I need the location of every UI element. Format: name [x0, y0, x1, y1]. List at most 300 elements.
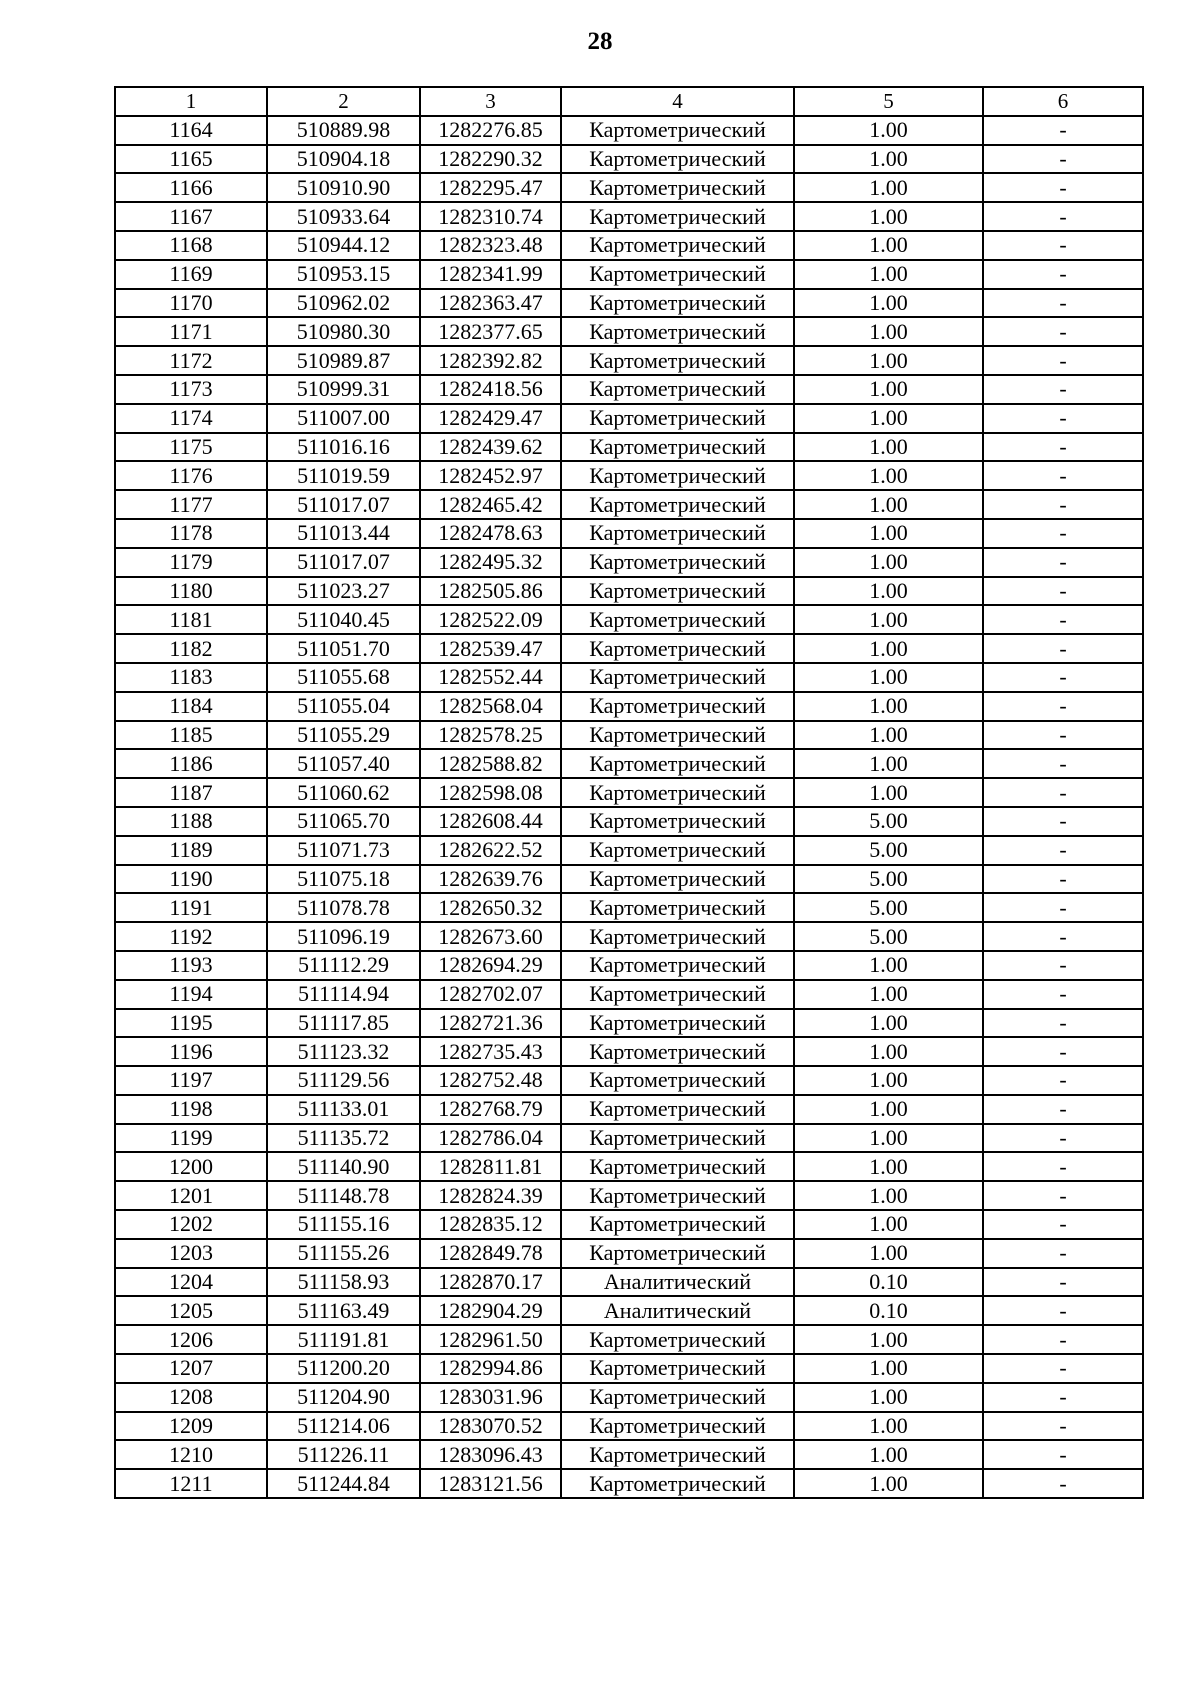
accuracy-cell: 1.00	[794, 116, 983, 145]
note-cell: -	[983, 893, 1143, 922]
point-number-cell: 1210	[115, 1440, 267, 1469]
accuracy-cell: 1.00	[794, 1412, 983, 1441]
x-coordinate-cell: 510962.02	[267, 289, 420, 318]
note-cell: -	[983, 1066, 1143, 1095]
accuracy-cell: 1.00	[794, 231, 983, 260]
y-coordinate-cell: 1283096.43	[420, 1440, 561, 1469]
point-number-cell: 1181	[115, 605, 267, 634]
method-cell: Картометрический	[561, 1469, 794, 1498]
y-coordinate-cell: 1282295.47	[420, 173, 561, 202]
method-cell: Картометрический	[561, 346, 794, 375]
y-coordinate-cell: 1282824.39	[420, 1181, 561, 1210]
y-coordinate-cell: 1282961.50	[420, 1325, 561, 1354]
accuracy-cell: 1.00	[794, 1124, 983, 1153]
table-row	[115, 1412, 1143, 1441]
method-cell: Картометрический	[561, 1095, 794, 1124]
y-coordinate-cell: 1283121.56	[420, 1469, 561, 1498]
y-coordinate-cell: 1282478.63	[420, 519, 561, 548]
method-cell: Картометрический	[561, 1181, 794, 1210]
note-cell: -	[983, 605, 1143, 634]
method-cell: Картометрический	[561, 461, 794, 490]
method-cell: Картометрический	[561, 317, 794, 346]
note-cell: -	[983, 173, 1143, 202]
method-cell: Картометрический	[561, 116, 794, 145]
point-number-cell: 1200	[115, 1152, 267, 1181]
point-number-cell: 1168	[115, 231, 267, 260]
x-coordinate-cell: 511071.73	[267, 836, 420, 865]
point-number-cell: 1187	[115, 778, 267, 807]
accuracy-cell: 5.00	[794, 865, 983, 894]
table-row	[115, 317, 1143, 346]
y-coordinate-cell: 1282702.07	[420, 980, 561, 1009]
note-cell: -	[983, 346, 1143, 375]
table-row	[115, 1325, 1143, 1354]
y-coordinate-cell: 1282994.86	[420, 1354, 561, 1383]
y-coordinate-cell: 1282452.97	[420, 461, 561, 490]
point-number-cell: 1189	[115, 836, 267, 865]
note-cell: -	[983, 1210, 1143, 1239]
accuracy-cell: 1.00	[794, 1383, 983, 1412]
table-row	[115, 346, 1143, 375]
method-cell: Аналитический	[561, 1296, 794, 1325]
note-cell: -	[983, 1354, 1143, 1383]
method-cell: Картометрический	[561, 692, 794, 721]
note-cell: -	[983, 231, 1143, 260]
x-coordinate-cell: 511117.85	[267, 1009, 420, 1038]
x-coordinate-cell: 511204.90	[267, 1383, 420, 1412]
y-coordinate-cell: 1282622.52	[420, 836, 561, 865]
note-cell: -	[983, 1124, 1143, 1153]
table-row	[115, 1383, 1143, 1412]
table-row	[115, 116, 1143, 145]
accuracy-cell: 1.00	[794, 289, 983, 318]
note-cell: -	[983, 1296, 1143, 1325]
y-coordinate-cell: 1282522.09	[420, 605, 561, 634]
accuracy-cell: 1.00	[794, 548, 983, 577]
x-coordinate-cell: 511214.06	[267, 1412, 420, 1441]
method-cell: Картометрический	[561, 375, 794, 404]
accuracy-cell: 0.10	[794, 1268, 983, 1297]
method-cell: Картометрический	[561, 1210, 794, 1239]
point-number-cell: 1207	[115, 1354, 267, 1383]
y-coordinate-cell: 1282735.43	[420, 1037, 561, 1066]
note-cell: -	[983, 1181, 1143, 1210]
note-cell: -	[983, 634, 1143, 663]
table-row	[115, 749, 1143, 778]
accuracy-cell: 1.00	[794, 173, 983, 202]
method-cell: Картометрический	[561, 289, 794, 318]
method-cell: Картометрический	[561, 721, 794, 750]
x-coordinate-cell: 511123.32	[267, 1037, 420, 1066]
method-cell: Картометрический	[561, 1412, 794, 1441]
x-coordinate-cell: 511075.18	[267, 865, 420, 894]
note-cell: -	[983, 404, 1143, 433]
coordinates-table	[114, 86, 1144, 1499]
accuracy-cell: 1.00	[794, 663, 983, 692]
column-header: 3	[420, 87, 561, 116]
accuracy-cell: 1.00	[794, 951, 983, 980]
accuracy-cell: 1.00	[794, 749, 983, 778]
column-header: 2	[267, 87, 420, 116]
point-number-cell: 1186	[115, 749, 267, 778]
point-number-cell: 1165	[115, 145, 267, 174]
table-row	[115, 490, 1143, 519]
y-coordinate-cell: 1282392.82	[420, 346, 561, 375]
column-header: 1	[115, 87, 267, 116]
table-row	[115, 1296, 1143, 1325]
point-number-cell: 1164	[115, 116, 267, 145]
accuracy-cell: 1.00	[794, 605, 983, 634]
x-coordinate-cell: 511017.07	[267, 548, 420, 577]
y-coordinate-cell: 1282904.29	[420, 1296, 561, 1325]
x-coordinate-cell: 510989.87	[267, 346, 420, 375]
table-row	[115, 548, 1143, 577]
method-cell: Картометрический	[561, 519, 794, 548]
note-cell: -	[983, 1095, 1143, 1124]
x-coordinate-cell: 510910.90	[267, 173, 420, 202]
point-number-cell: 1211	[115, 1469, 267, 1498]
method-cell: Картометрический	[561, 1009, 794, 1038]
point-number-cell: 1170	[115, 289, 267, 318]
note-cell: -	[983, 577, 1143, 606]
x-coordinate-cell: 510953.15	[267, 260, 420, 289]
y-coordinate-cell: 1282505.86	[420, 577, 561, 606]
x-coordinate-cell: 511148.78	[267, 1181, 420, 1210]
point-number-cell: 1182	[115, 634, 267, 663]
x-coordinate-cell: 511023.27	[267, 577, 420, 606]
method-cell: Картометрический	[561, 1152, 794, 1181]
table-row	[115, 692, 1143, 721]
table-row	[115, 1181, 1143, 1210]
point-number-cell: 1177	[115, 490, 267, 519]
table-header-row	[115, 87, 1143, 116]
point-number-cell: 1174	[115, 404, 267, 433]
y-coordinate-cell: 1282849.78	[420, 1239, 561, 1268]
point-number-cell: 1205	[115, 1296, 267, 1325]
table-row	[115, 893, 1143, 922]
accuracy-cell: 1.00	[794, 461, 983, 490]
method-cell: Картометрический	[561, 231, 794, 260]
y-coordinate-cell: 1282673.60	[420, 922, 561, 951]
point-number-cell: 1209	[115, 1412, 267, 1441]
note-cell: -	[983, 1383, 1143, 1412]
point-number-cell: 1178	[115, 519, 267, 548]
table-row	[115, 951, 1143, 980]
accuracy-cell: 1.00	[794, 1152, 983, 1181]
note-cell: -	[983, 1009, 1143, 1038]
x-coordinate-cell: 511244.84	[267, 1469, 420, 1498]
method-cell: Картометрический	[561, 404, 794, 433]
note-cell: -	[983, 1469, 1143, 1498]
accuracy-cell: 1.00	[794, 1325, 983, 1354]
point-number-cell: 1185	[115, 721, 267, 750]
table-row	[115, 836, 1143, 865]
point-number-cell: 1176	[115, 461, 267, 490]
x-coordinate-cell: 511055.68	[267, 663, 420, 692]
note-cell: -	[983, 490, 1143, 519]
method-cell: Картометрический	[561, 1383, 794, 1412]
y-coordinate-cell: 1282323.48	[420, 231, 561, 260]
method-cell: Картометрический	[561, 634, 794, 663]
column-header: 6	[983, 87, 1143, 116]
method-cell: Картометрический	[561, 548, 794, 577]
accuracy-cell: 1.00	[794, 490, 983, 519]
accuracy-cell: 5.00	[794, 922, 983, 951]
table-row	[115, 404, 1143, 433]
y-coordinate-cell: 1282578.25	[420, 721, 561, 750]
point-number-cell: 1175	[115, 433, 267, 462]
accuracy-cell: 1.00	[794, 721, 983, 750]
method-cell: Картометрический	[561, 1325, 794, 1354]
point-number-cell: 1173	[115, 375, 267, 404]
y-coordinate-cell: 1282752.48	[420, 1066, 561, 1095]
note-cell: -	[983, 721, 1143, 750]
accuracy-cell: 1.00	[794, 1210, 983, 1239]
y-coordinate-cell: 1282768.79	[420, 1095, 561, 1124]
note-cell: -	[983, 317, 1143, 346]
point-number-cell: 1188	[115, 807, 267, 836]
method-cell: Картометрический	[561, 260, 794, 289]
method-cell: Картометрический	[561, 1066, 794, 1095]
column-header: 4	[561, 87, 794, 116]
point-number-cell: 1208	[115, 1383, 267, 1412]
note-cell: -	[983, 433, 1143, 462]
y-coordinate-cell: 1282721.36	[420, 1009, 561, 1038]
note-cell: -	[983, 1268, 1143, 1297]
method-cell: Картометрический	[561, 778, 794, 807]
table-row	[115, 865, 1143, 894]
y-coordinate-cell: 1282835.12	[420, 1210, 561, 1239]
accuracy-cell: 1.00	[794, 1095, 983, 1124]
y-coordinate-cell: 1282870.17	[420, 1268, 561, 1297]
x-coordinate-cell: 511055.29	[267, 721, 420, 750]
method-cell: Картометрический	[561, 922, 794, 951]
table-row	[115, 1124, 1143, 1153]
accuracy-cell: 1.00	[794, 519, 983, 548]
point-number-cell: 1199	[115, 1124, 267, 1153]
accuracy-cell: 0.10	[794, 1296, 983, 1325]
y-coordinate-cell: 1282786.04	[420, 1124, 561, 1153]
y-coordinate-cell: 1283031.96	[420, 1383, 561, 1412]
point-number-cell: 1203	[115, 1239, 267, 1268]
table-row	[115, 980, 1143, 1009]
method-cell: Картометрический	[561, 663, 794, 692]
note-cell: -	[983, 519, 1143, 548]
note-cell: -	[983, 865, 1143, 894]
y-coordinate-cell: 1282598.08	[420, 778, 561, 807]
accuracy-cell: 1.00	[794, 202, 983, 231]
y-coordinate-cell: 1282439.62	[420, 433, 561, 462]
y-coordinate-cell: 1282650.32	[420, 893, 561, 922]
method-cell: Картометрический	[561, 749, 794, 778]
method-cell: Картометрический	[561, 807, 794, 836]
note-cell: -	[983, 1325, 1143, 1354]
x-coordinate-cell: 511135.72	[267, 1124, 420, 1153]
note-cell: -	[983, 548, 1143, 577]
y-coordinate-cell: 1282377.65	[420, 317, 561, 346]
accuracy-cell: 1.00	[794, 1037, 983, 1066]
point-number-cell: 1197	[115, 1066, 267, 1095]
point-number-cell: 1167	[115, 202, 267, 231]
table-row	[115, 231, 1143, 260]
y-coordinate-cell: 1283070.52	[420, 1412, 561, 1441]
x-coordinate-cell: 510889.98	[267, 116, 420, 145]
x-coordinate-cell: 511155.26	[267, 1239, 420, 1268]
method-cell: Картометрический	[561, 577, 794, 606]
point-number-cell: 1201	[115, 1181, 267, 1210]
table-row	[115, 1354, 1143, 1383]
table-row	[115, 173, 1143, 202]
method-cell: Картометрический	[561, 1124, 794, 1153]
x-coordinate-cell: 510904.18	[267, 145, 420, 174]
method-cell: Картометрический	[561, 1037, 794, 1066]
accuracy-cell: 1.00	[794, 634, 983, 663]
note-cell: -	[983, 260, 1143, 289]
note-cell: -	[983, 836, 1143, 865]
table-row	[115, 1440, 1143, 1469]
accuracy-cell: 1.00	[794, 1354, 983, 1383]
y-coordinate-cell: 1282418.56	[420, 375, 561, 404]
point-number-cell: 1179	[115, 548, 267, 577]
point-number-cell: 1204	[115, 1268, 267, 1297]
x-coordinate-cell: 511057.40	[267, 749, 420, 778]
accuracy-cell: 1.00	[794, 692, 983, 721]
point-number-cell: 1196	[115, 1037, 267, 1066]
x-coordinate-cell: 511013.44	[267, 519, 420, 548]
x-coordinate-cell: 511007.00	[267, 404, 420, 433]
point-number-cell: 1191	[115, 893, 267, 922]
note-cell: -	[983, 692, 1143, 721]
accuracy-cell: 1.00	[794, 346, 983, 375]
method-cell: Картометрический	[561, 145, 794, 174]
method-cell: Картометрический	[561, 980, 794, 1009]
method-cell: Картометрический	[561, 893, 794, 922]
x-coordinate-cell: 511158.93	[267, 1268, 420, 1297]
note-cell: -	[983, 980, 1143, 1009]
y-coordinate-cell: 1282465.42	[420, 490, 561, 519]
table-row	[115, 663, 1143, 692]
page-number: 28	[587, 28, 613, 55]
method-cell: Картометрический	[561, 1239, 794, 1268]
table-row	[115, 260, 1143, 289]
accuracy-cell: 1.00	[794, 1181, 983, 1210]
table-row	[115, 605, 1143, 634]
accuracy-cell: 1.00	[794, 980, 983, 1009]
point-number-cell: 1172	[115, 346, 267, 375]
table-body	[115, 116, 1143, 1498]
method-cell: Картометрический	[561, 1440, 794, 1469]
point-number-cell: 1184	[115, 692, 267, 721]
point-number-cell: 1169	[115, 260, 267, 289]
table-row	[115, 461, 1143, 490]
x-coordinate-cell: 510933.64	[267, 202, 420, 231]
note-cell: -	[983, 663, 1143, 692]
y-coordinate-cell: 1282495.32	[420, 548, 561, 577]
accuracy-cell: 1.00	[794, 1009, 983, 1038]
x-coordinate-cell: 510980.30	[267, 317, 420, 346]
accuracy-cell: 1.00	[794, 404, 983, 433]
y-coordinate-cell: 1282608.44	[420, 807, 561, 836]
table-row	[115, 778, 1143, 807]
x-coordinate-cell: 511129.56	[267, 1066, 420, 1095]
x-coordinate-cell: 511163.49	[267, 1296, 420, 1325]
y-coordinate-cell: 1282276.85	[420, 116, 561, 145]
table-row	[115, 577, 1143, 606]
point-number-cell: 1183	[115, 663, 267, 692]
table-row	[115, 519, 1143, 548]
note-cell: -	[983, 778, 1143, 807]
x-coordinate-cell: 511133.01	[267, 1095, 420, 1124]
x-coordinate-cell: 511078.78	[267, 893, 420, 922]
note-cell: -	[983, 1239, 1143, 1268]
note-cell: -	[983, 116, 1143, 145]
accuracy-cell: 1.00	[794, 260, 983, 289]
method-cell: Картометрический	[561, 865, 794, 894]
y-coordinate-cell: 1282694.29	[420, 951, 561, 980]
accuracy-cell: 1.00	[794, 1066, 983, 1095]
table-row	[115, 1095, 1143, 1124]
table-row	[115, 1210, 1143, 1239]
y-coordinate-cell: 1282811.81	[420, 1152, 561, 1181]
method-cell: Картометрический	[561, 433, 794, 462]
method-cell: Аналитический	[561, 1268, 794, 1297]
table-row	[115, 1037, 1143, 1066]
table-row	[115, 1066, 1143, 1095]
method-cell: Картометрический	[561, 951, 794, 980]
y-coordinate-cell: 1282341.99	[420, 260, 561, 289]
point-number-cell: 1171	[115, 317, 267, 346]
note-cell: -	[983, 1412, 1143, 1441]
note-cell: -	[983, 289, 1143, 318]
y-coordinate-cell: 1282588.82	[420, 749, 561, 778]
x-coordinate-cell: 511040.45	[267, 605, 420, 634]
note-cell: -	[983, 951, 1143, 980]
x-coordinate-cell: 511055.04	[267, 692, 420, 721]
table-row	[115, 433, 1143, 462]
point-number-cell: 1193	[115, 951, 267, 980]
y-coordinate-cell: 1282363.47	[420, 289, 561, 318]
table-row	[115, 807, 1143, 836]
method-cell: Картометрический	[561, 1354, 794, 1383]
x-coordinate-cell: 511112.29	[267, 951, 420, 980]
table-row	[115, 1469, 1143, 1498]
table-row	[115, 721, 1143, 750]
point-number-cell: 1190	[115, 865, 267, 894]
note-cell: -	[983, 749, 1143, 778]
accuracy-cell: 1.00	[794, 317, 983, 346]
x-coordinate-cell: 511191.81	[267, 1325, 420, 1354]
x-coordinate-cell: 511096.19	[267, 922, 420, 951]
x-coordinate-cell: 511060.62	[267, 778, 420, 807]
note-cell: -	[983, 461, 1143, 490]
y-coordinate-cell: 1282539.47	[420, 634, 561, 663]
point-number-cell: 1180	[115, 577, 267, 606]
point-number-cell: 1195	[115, 1009, 267, 1038]
note-cell: -	[983, 1037, 1143, 1066]
x-coordinate-cell: 511016.16	[267, 433, 420, 462]
x-coordinate-cell: 511065.70	[267, 807, 420, 836]
table-row	[115, 1268, 1143, 1297]
x-coordinate-cell: 511200.20	[267, 1354, 420, 1383]
y-coordinate-cell: 1282290.32	[420, 145, 561, 174]
x-coordinate-cell: 511051.70	[267, 634, 420, 663]
x-coordinate-cell: 511226.11	[267, 1440, 420, 1469]
x-coordinate-cell: 511019.59	[267, 461, 420, 490]
y-coordinate-cell: 1282429.47	[420, 404, 561, 433]
y-coordinate-cell: 1282310.74	[420, 202, 561, 231]
table-row	[115, 1009, 1143, 1038]
accuracy-cell: 1.00	[794, 145, 983, 174]
